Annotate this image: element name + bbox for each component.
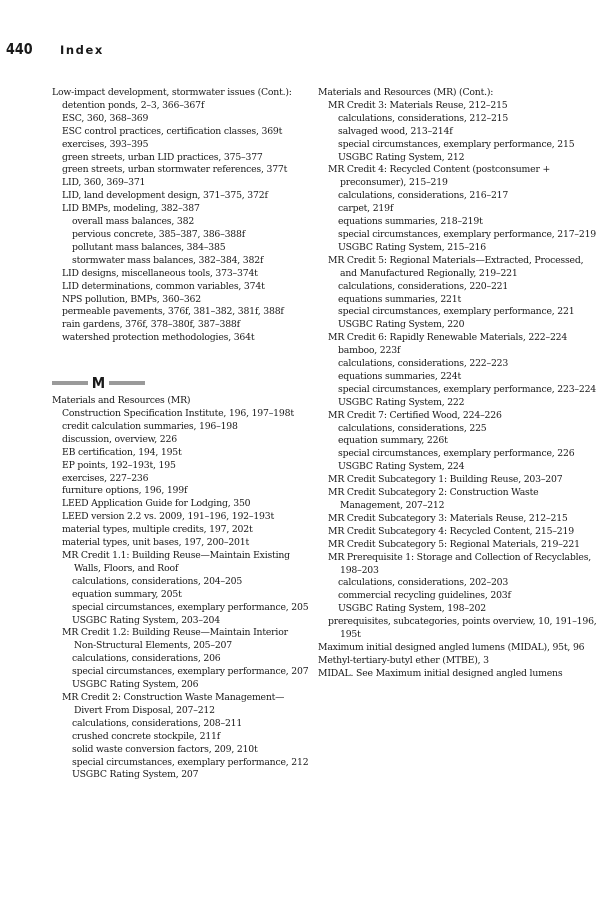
index-entry: calculations, considerations, 208–211 bbox=[72, 717, 243, 729]
index-entry: equation summary, 226t bbox=[338, 435, 448, 447]
index-entry: rain gardens, 376f, 378–380f, 387–388f bbox=[62, 319, 240, 331]
index-entry: MR Credit 1.1: Building Reuse—Maintain Existing Walls, Floors, and Roof bbox=[62, 550, 290, 574]
page-number: 440 bbox=[6, 40, 33, 58]
index-entry: exercises, 227–236 bbox=[62, 472, 149, 484]
index-entry: LEED Application Guide for Lodging, 350 bbox=[62, 498, 251, 510]
index-entry: pollutant mass balances, 384–385 bbox=[72, 241, 226, 253]
index-entry: special circumstances, exemplary performance, 207 bbox=[72, 666, 309, 678]
index-entry: MR Credit 2: Construction Waste Management—Divert From Disposal, 207–212 bbox=[62, 691, 285, 716]
index-entry: salvaged wood, 213–214f bbox=[338, 125, 453, 137]
index-entry: LID BMPs, modeling, 382–387 bbox=[62, 203, 200, 215]
index-entry: calculations, considerations, 212–215 bbox=[338, 112, 509, 124]
index-entry: Maximum initial designed angled lumens (MIDAL), 95t, 96 bbox=[318, 641, 585, 653]
index-entry: LID designs, miscellaneous tools, 373–374t bbox=[62, 267, 258, 279]
index-entry: MR Credit 7: Certified Wood, 224–226 bbox=[328, 409, 502, 421]
index-entry: MR Credit 1.2: Building Reuse—Maintain Interior Non-Structural Elements, 205–207 bbox=[62, 627, 288, 652]
index-entry: equations summaries, 218–219t bbox=[338, 216, 483, 228]
index-entry: calculations, considerations, 222–223 bbox=[338, 358, 509, 370]
index-entry: permeable pavements, 376f, 381–382, 381f, 388f bbox=[62, 306, 284, 318]
index-entry: USGBC Rating System, 207 bbox=[72, 769, 199, 781]
index-entry: Low-impact development, stormwater issues (Cont.): bbox=[52, 87, 292, 98]
index-entry: MR Prerequisite 1: Storage and Collection of Recyclables, 198–203 bbox=[328, 551, 592, 576]
index-entry: equations summaries, 221t bbox=[338, 293, 462, 305]
index-entry: equation summary, 205t bbox=[72, 588, 182, 600]
index-entry: carpet, 219f bbox=[338, 203, 394, 215]
index-entry: LID, land development design, 371–375, 372f bbox=[62, 190, 268, 202]
index-entry: USGBC Rating System, 206 bbox=[72, 679, 199, 691]
index-entry: overall mass balances, 382 bbox=[72, 216, 195, 228]
index-entry: USGBC Rating System, 222 bbox=[338, 396, 465, 408]
index-entry: MR Credit 6: Rapidly Renewable Materials, 222–224 bbox=[328, 332, 568, 344]
index-entry: credit calculation summaries, 196–198 bbox=[62, 420, 238, 432]
index-entry: MR Credit 3: Materials Reuse, 212–215 bbox=[328, 99, 508, 111]
index-entry: detention ponds, 2–3, 366–367f bbox=[62, 99, 205, 111]
index-entry: commercial recycling guidelines, 203f bbox=[338, 590, 511, 602]
index-entry: LID, 360, 369–371 bbox=[62, 177, 146, 189]
index-entry: special circumstances, exemplary performance, 215 bbox=[338, 138, 575, 150]
index-entry: calculations, considerations, 202–203 bbox=[338, 577, 509, 589]
index-entry: calculations, considerations, 206 bbox=[72, 653, 221, 665]
left-column bbox=[52, 87, 310, 782]
index-entry: green streets, urban stormwater references, 377t bbox=[62, 164, 288, 176]
index-entry: special circumstances, exemplary performance, 226 bbox=[338, 448, 575, 460]
index-entry: calculations, considerations, 216–217 bbox=[338, 190, 509, 202]
index-entry: USGBC Rating System, 220 bbox=[338, 319, 465, 331]
index-entry: ESC control practices, certification classes, 369t bbox=[62, 125, 283, 137]
section-letter-divider bbox=[52, 375, 310, 391]
index-entry: EP points, 192–193t, 195 bbox=[62, 459, 176, 471]
index-entry: watershed protection methodologies, 364t bbox=[62, 332, 255, 344]
page-header bbox=[6, 40, 104, 58]
index-entry: MR Credit Subcategory 1: Building Reuse, 203–207 bbox=[328, 474, 563, 486]
divider-bar-left bbox=[52, 381, 88, 385]
index-entry: bamboo, 223f bbox=[338, 345, 401, 357]
index-entries-m bbox=[52, 395, 310, 782]
index-entry: Construction Specification Institute, 196, 197–198t bbox=[62, 408, 294, 420]
index-entry: USGBC Rating System, 203–204 bbox=[72, 614, 220, 626]
index-entry: EB certification, 194, 195t bbox=[62, 446, 182, 458]
index-entry: prerequisites, subcategories, points overview, 10, 191–196, 195t bbox=[328, 616, 597, 641]
index-entry: material types, unit bases, 197, 200–201t bbox=[62, 537, 250, 549]
index-entry: MR Credit Subcategory 5: Regional Materials, 219–221 bbox=[328, 538, 580, 550]
index-entry: calculations, considerations, 204–205 bbox=[72, 575, 243, 587]
index-entry: NPS pollution, BMPs, 360–362 bbox=[62, 293, 201, 305]
index-entry: LID determinations, common variables, 374t bbox=[62, 280, 265, 292]
divider-bar-right bbox=[109, 381, 145, 385]
index-entry: green streets, urban LID practices, 375–377 bbox=[62, 151, 263, 163]
index-entry: MR Credit 4: Recycled Content (postconsumer + preconsumer), 215–219 bbox=[328, 164, 551, 189]
index-entry: stormwater mass balances, 382–384, 382f bbox=[72, 254, 264, 266]
index-entry: USGBC Rating System, 215–216 bbox=[338, 241, 486, 253]
index-entry: solid waste conversion factors, 209, 210t bbox=[72, 743, 258, 755]
index-entry: Materials and Resources (MR) (Cont.): bbox=[318, 87, 494, 98]
index-entry: special circumstances, exemplary performance, 205 bbox=[72, 601, 309, 613]
section-letter: M bbox=[91, 373, 105, 392]
index-entries-l bbox=[52, 87, 310, 345]
index-entry: discussion, overview, 226 bbox=[62, 433, 177, 445]
index-entry: equations summaries, 224t bbox=[338, 370, 462, 382]
right-column bbox=[318, 87, 600, 681]
index-entry: MR Credit Subcategory 2: Construction Waste Management, 207–212 bbox=[328, 487, 539, 511]
index-entry: ESC, 360, 368–369 bbox=[62, 112, 149, 124]
index-entry: crushed concrete stockpile, 211f bbox=[72, 730, 220, 742]
index-entry: calculations, considerations, 220–221 bbox=[338, 280, 509, 292]
index-entry: USGBC Rating System, 198–202 bbox=[338, 603, 486, 615]
index-entry: Materials and Resources (MR) bbox=[52, 395, 191, 407]
index-entries-m-cont bbox=[318, 87, 600, 681]
index-entry: special circumstances, exemplary performance, 217–219 bbox=[338, 228, 597, 240]
running-head: Index bbox=[60, 43, 104, 57]
index-entry: pervious concrete, 385–387, 386–388f bbox=[72, 228, 245, 240]
index-entry: Methyl-tertiary-butyl ether (MTBE), 3 bbox=[318, 654, 489, 666]
index-entry: USGBC Rating System, 212 bbox=[338, 151, 465, 163]
index-entry: special circumstances, exemplary performance, 223–224 bbox=[338, 383, 597, 395]
index-entry: MR Credit Subcategory 4: Recycled Content, 215–219 bbox=[328, 525, 574, 537]
index-entry: LEED version 2.2 vs. 2009, 191–196, 192–193t bbox=[62, 511, 275, 523]
index-entry: MR Credit 5: Regional Materials—Extracted, Processed, and Manufactured Regionally, 219–221 bbox=[328, 254, 584, 279]
index-entry: USGBC Rating System, 224 bbox=[338, 461, 465, 473]
index-entry: special circumstances, exemplary performance, 221 bbox=[338, 306, 575, 318]
index-entry: material types, multiple credits, 197, 202t bbox=[62, 524, 253, 536]
index-entry: exercises, 393–395 bbox=[62, 138, 149, 150]
index-entry: furniture options, 196, 199f bbox=[62, 485, 188, 497]
index-entry: MIDAL. See Maximum initial designed angled lumens bbox=[318, 667, 563, 679]
index-entry: special circumstances, exemplary performance, 212 bbox=[72, 756, 309, 768]
index-entry: MR Credit Subcategory 3: Materials Reuse, 212–215 bbox=[328, 512, 568, 524]
index-entry: calculations, considerations, 225 bbox=[338, 422, 487, 434]
